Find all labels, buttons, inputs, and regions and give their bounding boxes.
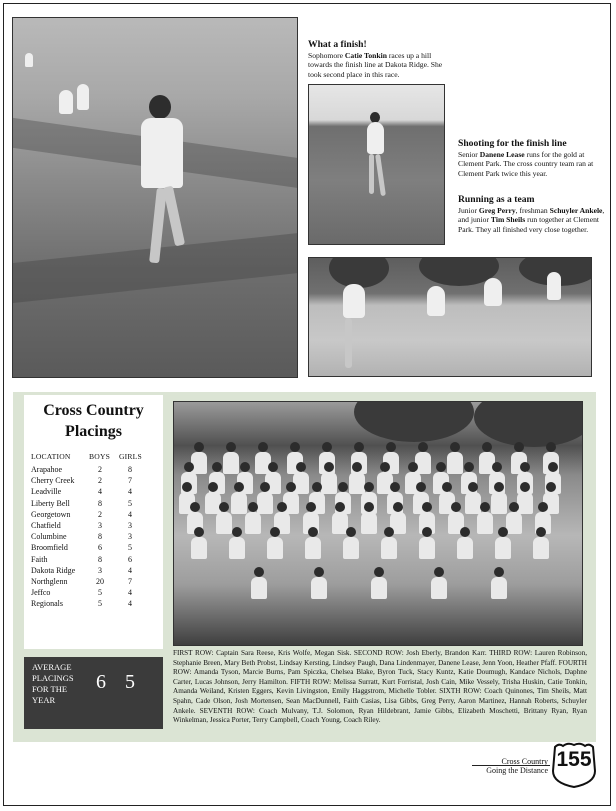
team-member-head [258,442,268,452]
team-member-head [536,527,546,537]
location-cell: Jeffco [31,588,51,598]
runner-leg [375,154,386,196]
team-member-head [393,502,403,512]
location-cell: Arapahoe [31,465,63,474]
team-member-head [270,527,280,537]
team-member-head [494,567,504,577]
team-member-body [223,452,239,474]
team-member-head [538,502,548,512]
caption-text: races up a hill towards the finish line at Dakota Ridge. She took second place in this race. [308,51,443,79]
tree [354,401,474,442]
runner-head [149,95,171,119]
team-member-head [464,462,474,472]
team-member-body [216,512,232,534]
team-member-head [450,442,460,452]
header-boys: BOYS [89,452,111,461]
team-member-body [491,492,507,514]
location-cell: Leadville [31,487,62,497]
team-member-head [354,442,364,452]
boys-cell: 20 [96,577,104,587]
runner-body [343,284,365,318]
team-member-body [361,512,377,534]
caption-name: Catie Tonkin [344,51,387,60]
team-member-body [477,512,493,534]
photo-runner-hill [308,84,445,245]
runner-body [547,272,561,300]
team-member-head [374,567,384,577]
boys-cell: 6 [98,543,102,553]
team-member-head [509,502,519,512]
team-member-body [293,472,309,494]
girls-cell: 7 [128,577,132,587]
caption-text: Junior [458,206,479,215]
location-cell: Regionals [31,599,63,609]
footer-subtitle: Going the Distance [486,766,548,775]
team-member-head [260,482,270,492]
caption-running-as-team [458,194,608,234]
team-member-body [231,492,247,514]
caption-text: Senior [458,150,480,159]
team-member-head [254,567,264,577]
team-member-head [314,567,324,577]
location-cell: Faith [31,554,48,564]
girls-cell: 6 [128,554,132,564]
team-member-head [268,462,278,472]
average-label: AVERAGE PLACINGS FOR THE YEAR [32,662,74,705]
team-member-head [460,527,470,537]
team-member-head [346,527,356,537]
team-member-body [465,492,481,514]
caption-heading: Running as a team [458,194,535,205]
team-member-body [311,577,327,599]
caption-name: Danene Lease [479,150,525,159]
team-member-head [422,502,432,512]
team-member-head [468,482,478,492]
photo-runner-main [12,17,298,378]
runner-body [484,278,502,306]
team-member-head [436,462,446,472]
caption-name: Tim Sheils [490,215,526,225]
placings-location-column [31,464,75,610]
team-member-head [451,502,461,512]
team-member-body [506,512,522,534]
runner-leg [369,154,374,194]
team-member-body [457,537,473,559]
team-member-head [546,482,556,492]
boys-cell: 4 [98,487,102,497]
location-cell: Liberty Bell [31,498,70,508]
girls-cell: 7 [128,476,132,486]
team-member-head [418,442,428,452]
team-member-body [257,492,273,514]
team-member-head [390,482,400,492]
team-member-head [234,482,244,492]
team-member-body [495,537,511,559]
tree [329,257,389,288]
team-member-head [352,462,362,472]
placings-title [24,400,163,442]
team-member-head [194,527,204,537]
team-member-body [447,452,463,474]
team-member-head [277,502,287,512]
boys-cell: 8 [98,498,102,508]
team-member-body [517,492,533,514]
team-member-head [226,442,236,452]
caption-text: run together at Clement Park. They all finished very close together. [458,215,599,234]
location-cell: Georgetown [31,509,71,519]
team-member-body [419,537,435,559]
team-member-head [548,462,558,472]
placings-boys-column [93,464,107,610]
photo-clement-park [308,257,592,377]
team-member-body [305,537,321,559]
girls-cell: 3 [128,532,132,542]
team-member-head [240,462,250,472]
caption-heading: Shooting for the finish line [458,138,567,149]
caption-text: Sophomore [308,51,345,60]
team-member-head [364,502,374,512]
caption-heading: What a finish! [308,39,367,50]
team-member-head [380,462,390,472]
team-member-body [371,577,387,599]
team-member-body [191,452,207,474]
team-member-body [321,472,337,494]
team-member-head [308,527,318,537]
placings-title-line: Cross Country [43,402,144,419]
team-member-head [364,482,374,492]
team-member-head [422,527,432,537]
boys-cell: 2 [98,509,102,519]
team-member-head [386,442,396,452]
team-member-body [267,537,283,559]
team-member-head [219,502,229,512]
team-member-body [205,492,221,514]
caption-shooting-finish-line [458,138,608,178]
boys-cell: 5 [98,588,102,598]
girls-cell: 3 [128,521,132,531]
team-member-head [296,462,306,472]
location-cell: Dakota Ridge [31,565,76,575]
placings-title-line: Placings [65,423,122,440]
background-runner [25,53,33,67]
team-member-head [520,462,530,472]
average-girls: 5 [125,671,135,693]
runner-body [427,286,445,316]
girls-cell: 4 [128,487,132,497]
location-cell: Chatfield [31,521,61,531]
photo-team-group [173,401,583,646]
caption-what-a-finish [308,39,448,79]
team-member-head [290,442,300,452]
caption-text: , freshman [515,206,550,215]
team-member-head [335,502,345,512]
team-member-head [322,442,332,452]
team-member-body [491,577,507,599]
team-member-head [212,462,222,472]
team-member-head [182,482,192,492]
caption-name: Schuyler Ankele [549,206,603,215]
team-member-head [408,462,418,472]
runner-leg [345,318,352,368]
team-caption: FIRST ROW: Captain Sara Reese, Kris Wolfe, Megan Sisk. SECOND ROW: Josh Eberly, Brandon Karr. THIRD ROW: Lauren Robinson, Stephanie Breen, Mary Beth Probst, Lindsay Kersting, Lindsey Paugh, Dana Lindenmayer, Danene Lease, Jenn Yoon, Heather Pfaff. FOURTH ROW: Amanda Tyson, Marcie Burns, Pam Spiczka, Chelsea Blake, Byron Tuck, Stacy Kuntz, Katie Doumugh, Kandace Nichols, Daphne Carter, Lucas Johnson, Jerry Hamilton. FIFTH ROW: Melissa Surratt, Kurt Forristal, Josh Cain, Mike Vessely, Trisha Huskin, Catie Tonkin, Amanda Weiland, Kristen Eggers, Kevin Livingston, Emily Haggstrom, Michelle Tobler. SIXTH ROW: Coach Quinones, Tim Sheils, Matt Spahn, Cade Olson, Josh Mortensen, Sean MacDunnell, Faith Casias, Lisa Gibbs, Greg Perry, Aaron Martinez, Hannah Roberts, Schuyler Ankele. SEVENTH ROW: Coach Mulvany, T.J. Solomon, Ryan Hildebrant, Jamie Gibbs, Elizabeth Moschetti, Brittany Ryan, Ryan Winkelman, Jessica Porter, Terry Campbell, Coach Young, Coach Riley. [173,649,587,725]
boys-cell: 2 [98,465,102,474]
team-member-head [494,482,504,492]
team-member-body [343,537,359,559]
boys-cell: 3 [98,565,102,575]
page-number: 155 [556,748,592,771]
team-member-head [190,502,200,512]
caption-text: , and junior [458,206,605,225]
boys-cell: 2 [98,476,102,486]
runner-body [367,122,384,154]
team-member-body [415,452,431,474]
caption-name: Greg Perry [478,206,516,215]
team-member-head [482,442,492,452]
team-member-body [251,577,267,599]
average-boys: 6 [96,671,106,693]
caption-text: runs for the gold at Clement Park. The cross country team ran at Clement Park twice this year. [458,150,594,178]
location-cell: Cherry Creek [31,476,75,486]
team-member-head [384,527,394,537]
team-member-head [312,482,322,492]
girls-cell: 4 [128,599,132,609]
team-member-head [324,462,334,472]
team-member-body [245,512,261,534]
background-runner [77,84,89,110]
runner-body [141,118,183,188]
runner-leg [163,186,185,247]
team-member-head [520,482,530,492]
team-member-head [208,482,218,492]
tree [474,401,583,447]
footer-section-title: Cross Country [501,757,548,766]
team-member-head [286,482,296,492]
team-member-head [514,442,524,452]
location-cell: Northglenn [31,577,68,587]
team-member-body [431,577,447,599]
team-member-head [194,442,204,452]
boys-cell: 8 [98,554,102,564]
team-member-head [492,462,502,472]
team-member-head [442,482,452,492]
team-member-body [191,537,207,559]
boys-cell: 3 [98,521,102,531]
girls-cell: 5 [128,498,132,508]
team-member-head [546,442,556,452]
location-cell: Columbine [31,532,67,542]
team-member-head [306,502,316,512]
girls-cell: 4 [128,509,132,519]
average-placings-box [24,657,163,729]
team-member-body [381,537,397,559]
team-member-head [338,482,348,492]
team-member-head [434,567,444,577]
team-member-head [480,502,490,512]
background-runner [59,90,73,114]
girls-cell: 8 [128,465,132,474]
placings-girls-column [123,464,137,610]
boys-cell: 5 [98,599,102,609]
team-member-body [229,537,245,559]
team-member-head [232,527,242,537]
girls-cell: 4 [128,565,132,575]
girls-cell: 5 [128,543,132,553]
team-member-head [498,527,508,537]
team-member-body [349,472,365,494]
boys-cell: 8 [98,532,102,542]
header-location: LOCATION [31,452,71,461]
team-member-head [248,502,258,512]
team-member-head [416,482,426,492]
team-member-head [184,462,194,472]
team-member-body [533,537,549,559]
header-girls: GIRLS [119,452,142,461]
girls-cell: 4 [128,588,132,598]
location-cell: Broomfield [31,543,68,553]
